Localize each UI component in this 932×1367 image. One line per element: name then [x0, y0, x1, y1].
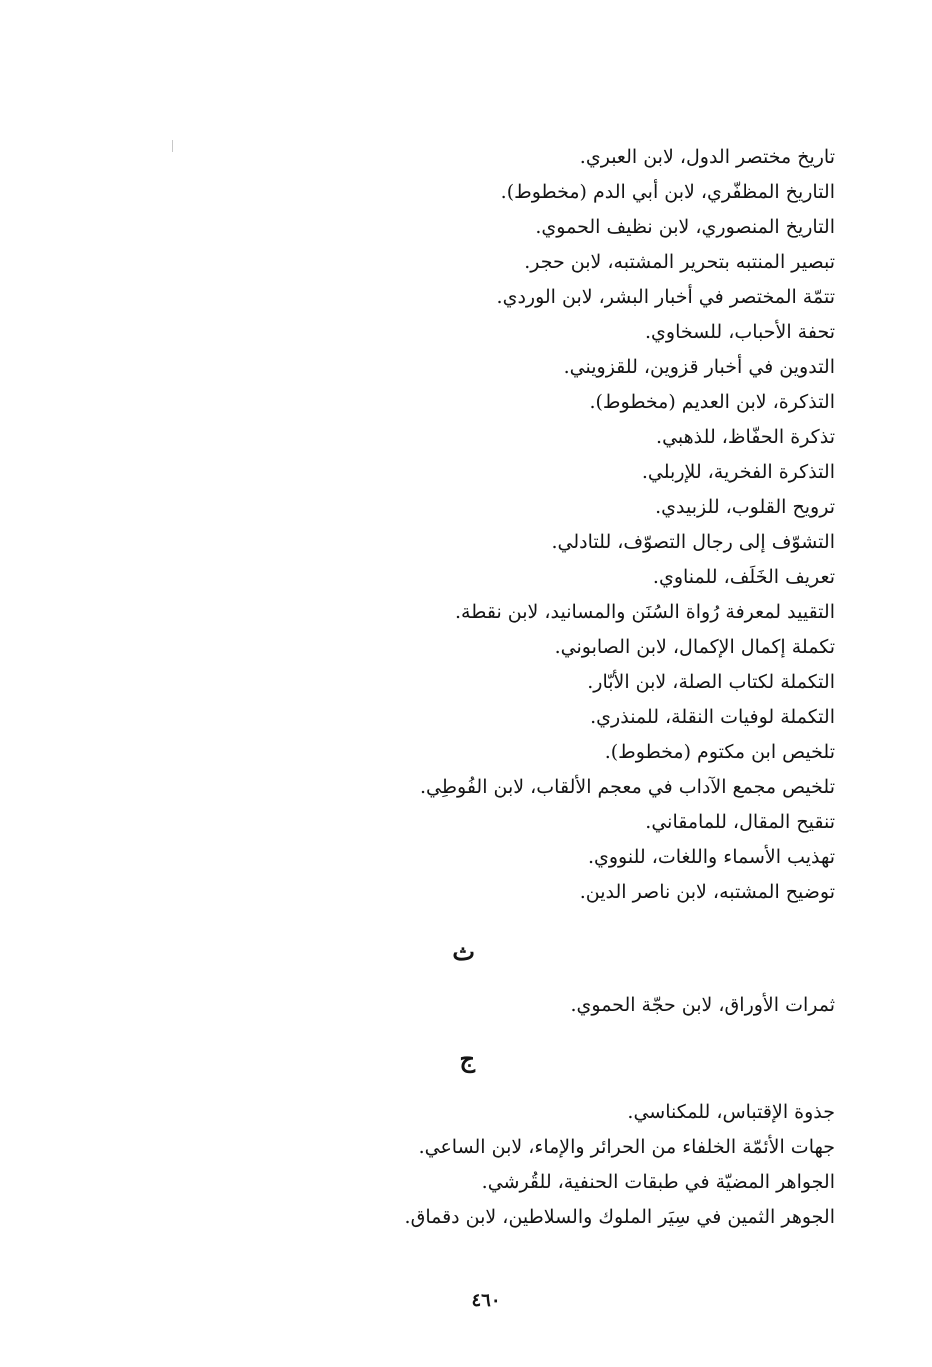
list-item: تذكرة الحفّاظ، للذهبي. [656, 426, 835, 448]
list-item: جهات الأئمّة الخلفاء من الحرائر والإماء، لابن الساعي. [418, 1136, 835, 1158]
section-letter-tha: ث [452, 937, 475, 966]
list-item: ثمرات الأوراق، لابن حجّة الحموي. [570, 994, 835, 1016]
list-item: تتمّة المختصر في أخبار البشر، لابن الوردي. [496, 286, 835, 308]
list-item: تحفة الأحباب، للسخاوي. [645, 321, 835, 343]
section-letter-jim: ج [459, 1044, 475, 1073]
list-item: التقييد لمعرفة رُواة السُنَن والمسانيد، لابن نقطة. [455, 601, 835, 623]
list-item: التدوين في أخبار قزوين، للقزويني. [563, 356, 835, 378]
list-item: توضيح المشتبه، لابن ناصر الدين. [579, 881, 835, 903]
list-item: جذوة الإقتباس، للمكناسي. [627, 1101, 835, 1123]
list-item: تبصير المنتبه بتحرير المشتبه، لابن حجر. [524, 251, 835, 273]
list-item: التاريخ المظفّري، لابن أبي الدم (مخطوط). [500, 181, 835, 203]
list-item: الجواهر المضيّة في طبقات الحنفية، للقُرشي. [481, 1171, 835, 1193]
list-item: تعريف الخَلَف، للمناوي. [652, 566, 835, 588]
bibliography-column [315, 140, 835, 1235]
list-item: تهذيب الأسماء واللغات، للنووي. [587, 846, 835, 868]
list-item: التاريخ المنصوري، لابن نظيف الحموي. [535, 216, 835, 238]
page-number: ٤٦٠ [471, 1290, 501, 1311]
list-item: التذكرة الفخرية، للإربلي. [641, 461, 835, 483]
list-item: التكملة لوفيات النقلة، للمنذري. [590, 706, 835, 728]
list-item: تلخيص ابن مكتوم (مخطوط). [604, 741, 835, 763]
list-item: تنقيح المقال، للمامقاني. [645, 811, 835, 833]
list-item: التشوّف إلى رجال التصوّف، للتادلي. [551, 531, 835, 553]
list-item: تاريخ مختصر الدول، لابن العبري. [579, 146, 835, 168]
list-item: تلخيص مجمع الآداب في معجم الألقاب، لابن الفُوطِي. [420, 776, 835, 798]
list-item: ترويح القلوب، للزبيدي. [655, 496, 835, 518]
list-item: تكملة إكمال الإكمال، لابن الصابوني. [554, 636, 835, 658]
list-item: التكملة لكتاب الصلة، لابن الأبّار. [587, 671, 835, 693]
list-item: الجوهر الثمين في سِيَر الملوك والسلاطين، لابن دقماق. [404, 1206, 835, 1228]
margin-mark [172, 140, 173, 152]
list-item: التذكرة، لابن العديم (مخطوط). [589, 391, 835, 413]
